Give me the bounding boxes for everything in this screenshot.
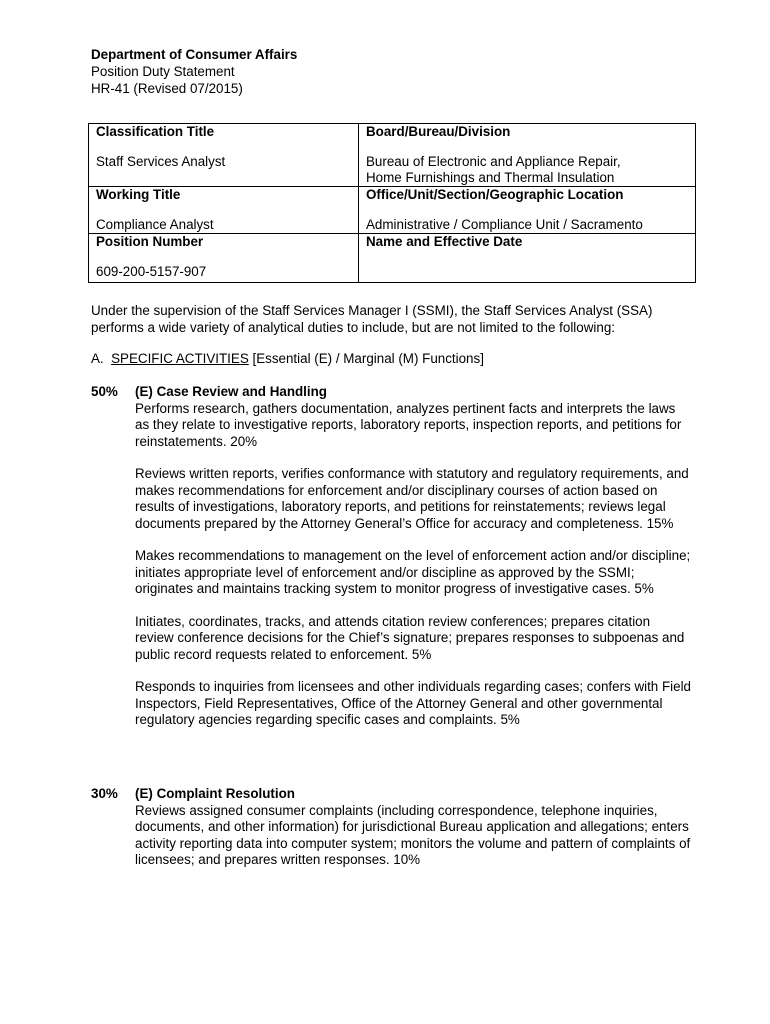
office-cell — [359, 187, 696, 234]
working-title-cell — [89, 187, 359, 234]
duty-block — [91, 384, 691, 745]
document-header — [91, 46, 297, 97]
position-number-label: Position Number — [96, 234, 204, 249]
office-value: Administrative / Compliance Unit / Sacramento — [366, 217, 643, 232]
duty-title: (E) Case Review and Handling — [135, 384, 327, 399]
position-info-table — [88, 123, 696, 283]
duty-paragraph: Reviews assigned consumer complaints (including correspondence, telephone inquiries, documents, and other information) for jurisdictional Bureau application and allegations; enters activity reporting data into computer system; monitors the volume and pattern of complaints of licensees; and prepares written responses. 10% — [135, 802, 691, 867]
working-title-value: Compliance Analyst — [96, 217, 214, 232]
form-id: HR-41 (Revised 07/2015) — [91, 81, 243, 96]
office-label: Office/Unit/Section/Geographic Location — [366, 187, 624, 202]
duty-paragraph: Performs research, gathers documentation, analyzes pertinent facts and interprets the laws as they relate to investigative reports, laboratory reports, inspection reports, and petitions for reinstatements. 20% — [135, 400, 682, 449]
section-a-prefix: A. — [91, 351, 104, 366]
duty-percent: 50% — [91, 384, 118, 399]
duty-paragraph: Responds to inquiries from licensees and other individuals regarding cases; confers with Field Inspectors, Field Representatives, Office of the Attorney General and other governmental regulatory agencies regarding specific cases and complaints. 5% — [135, 679, 691, 727]
section-a-suffix: [Essential (E) / Marginal (M) Functions] — [248, 351, 484, 366]
department-name: Department of Consumer Affairs — [91, 47, 298, 62]
document-type: Position Duty Statement — [91, 64, 235, 79]
name-date-label: Name and Effective Date — [366, 234, 523, 249]
intro-paragraph: Under the supervision of the Staff Services Manager I (SSMI), the Staff Services Analyst (SSA) performs a wide variety of analytical duties to include, but are not limited to the following: — [91, 303, 653, 335]
name-date-cell — [359, 234, 696, 283]
working-title-label: Working Title — [96, 187, 181, 202]
classification-title-label: Classification Title — [96, 124, 215, 139]
section-a-heading — [91, 350, 484, 367]
position-number-cell — [89, 234, 359, 283]
duty-block — [91, 786, 691, 885]
duty-percent: 30% — [91, 786, 118, 801]
board-value-line1: Bureau of Electronic and Appliance Repair, — [366, 154, 621, 169]
duty-paragraph: Reviews written reports, verifies conformance with statutory and regulatory requirements, and makes recommendations for enforcement and/or disciplinary courses of action based on results of investigations, laboratory reports, and petitions for reinstatements; reviews legal documents prepared by the Attorney General’s Office for accuracy and completeness. 15% — [135, 466, 689, 531]
classification-title-value: Staff Services Analyst — [96, 154, 226, 169]
duty-title: (E) Complaint Resolution — [135, 786, 295, 801]
classification-title-cell — [89, 124, 359, 187]
board-value-line2: Home Furnishings and Thermal Insulation — [366, 170, 615, 185]
duty-paragraph: Initiates, coordinates, tracks, and attends citation review conferences; prepares citation review conference decisions for the Chief’s signature; prepares responses to subpoenas and public record requests related to enforcement. 5% — [135, 613, 685, 662]
section-a-title: SPECIFIC ACTIVITIES — [111, 351, 249, 366]
duty-paragraph: Makes recommendations to management on the level of enforcement action and/or discipline; initiates appropriate level of enforcement and/or discipline as approved by the SSMI; originates and maintains tracking system to monitor progress of investigative cases. 5% — [135, 548, 691, 596]
position-number-value: 609-200-5157-907 — [96, 264, 207, 279]
board-cell — [359, 124, 696, 187]
board-label: Board/Bureau/Division — [366, 124, 511, 139]
